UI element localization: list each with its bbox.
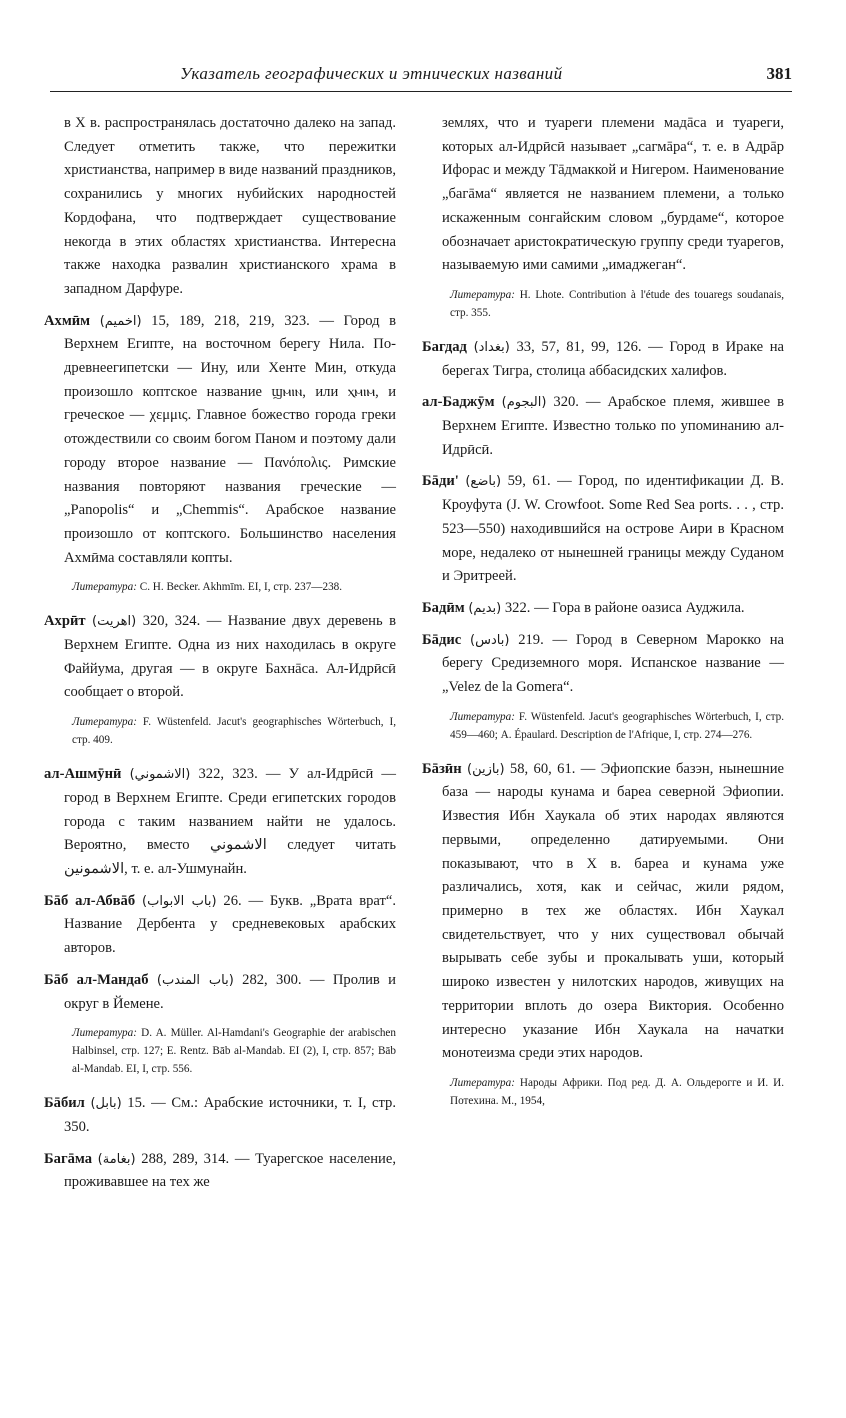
entry-text: 320, 324. — Название двух деревень в Верхнем Египте. Одна из них находилась в округе Файйума, другая — в округе Бахнāса. Ал-Идрӣсӣ сообщает о второй.	[64, 613, 396, 701]
literature-label: Литература:	[72, 716, 137, 729]
gazetteer-entry	[422, 597, 784, 621]
literature-note	[44, 578, 396, 596]
literature-text: Народы Африки. Под ред. Д. А. Ольдерогге и И. И. Потехина. М., 1954,	[450, 1076, 784, 1107]
gazetteer-entry	[422, 336, 784, 383]
entry-text: 59, 61. — Город, по идентификации Д. В. Кроуфута (J. W. Crowfoot. Some Red Sea ports. . . , стр. 523—550) находившийся на острове Аири в Красном море, недалеко от нынешней границы между Суданом и Эритреей.	[442, 473, 784, 585]
entry-text: 33, 57, 81, 99, 126. — Город в Ираке на берегах Тигра, столица аббасидских халифов.	[442, 338, 785, 379]
literature-note	[44, 1024, 396, 1078]
literature-label: Литература:	[72, 581, 137, 594]
left-column	[44, 112, 396, 1203]
gazetteer-entry	[422, 629, 784, 700]
entry-arabic-name: (بديم)	[468, 600, 502, 616]
literature-note	[44, 713, 396, 749]
entry-arabic-name: (باضع)	[465, 474, 502, 490]
entry-continuation	[44, 112, 396, 302]
entry-text: 58, 60, 61. — Эфиопские базэн, нынешние база — народы кунама и бареа северной Эфиопии. Известия Ибн Хаукала об этих народах являются первыми, определенно датируемыми. Они показывают, что в X в. бареа и кунама уже различались, хотя, как и сейчас, жили рядом, примерно в тех же областях. Ибн Хаукал свидетельствует, что у них существовал обычай вырывать себе зубы и прокалывать уши, который широко известен у нилотских народов, живущих на территории вплоть до озера Виктория. Особенно интересно указание Ибн Хаукала на начатки монотеизма среди этих народов.	[442, 760, 784, 1062]
gazetteer-entry	[422, 391, 784, 462]
entry-headword: Бāзӣн	[422, 760, 462, 777]
gazetteer-entry	[44, 1148, 396, 1195]
entry-text: 320. — Арабское племя, жившее в Верхнем Египте. Известно только по упоминанию ал-Идрӣсӣ.	[442, 394, 784, 458]
literature-label: Литература:	[450, 1076, 515, 1089]
literature-note	[422, 708, 784, 744]
literature-text: D. A. Müller. Al-Hamdani's Geographie der arabischen Halbinsel, стр. 127; E. Rentz. Bāb al-Mandab. EI (2), I, стр. 857; Bāb al-Mandab. EI, I, стр. 556.	[72, 1027, 396, 1076]
entry-text: 26. — Букв. „Врата врат“. Название Дербента у средневековых арабских авторов.	[64, 892, 396, 957]
page-number: 381	[766, 64, 792, 83]
entry-arabic-name: (البجوم)	[501, 395, 547, 411]
entry-headword: Ахрӣт	[44, 613, 86, 630]
entry-arabic-name: (بغداد)	[473, 339, 510, 355]
entry-continuation	[422, 112, 784, 278]
gazetteer-entry	[44, 610, 396, 705]
entry-arabic-name: (اخميم)	[99, 313, 142, 329]
entry-arabic-name: (باب المندب)	[156, 972, 234, 988]
header-rule	[50, 91, 792, 92]
right-column	[422, 112, 784, 1124]
gazetteer-entry	[44, 763, 396, 882]
entry-headword: Багāма	[44, 1150, 93, 1167]
entry-headword: Бадӣм	[422, 599, 465, 616]
entry-text: 15. — См.: Арабские источники, т. I, стр. 350.	[64, 1095, 396, 1135]
entry-headword: ал-Ашмӯнӣ	[44, 766, 122, 783]
gazetteer-entry	[44, 1092, 396, 1139]
entry-arabic-name: (بادس)	[470, 632, 510, 648]
running-title: Указатель географических и этнических названий	[180, 64, 563, 83]
entry-text: 322, 323. — У ал-Идрӣсӣ — город в Верхнем Египте. Среди египетских городов города с таким названием найти не удалось. Вероятно, вместо الاشموني следует читать الاشمونين, т. е. ал-Ушмунайн.	[64, 766, 397, 877]
entry-arabic-name: (بابل)	[90, 1096, 122, 1112]
entry-text: 322. — Гора в районе оазиса Ауджила.	[504, 599, 745, 616]
entry-headword: Багдад	[422, 338, 467, 355]
entry-text: 288, 289, 314. — Туарегское население, проживавшее на тех же	[64, 1150, 396, 1191]
entry-headword: Бāди'	[422, 473, 459, 490]
gazetteer-entry	[44, 890, 396, 961]
entry-arabic-name: (بازين)	[467, 761, 505, 777]
entry-arabic-name: (باب الابواب)	[142, 893, 217, 909]
literature-label: Литература:	[450, 710, 515, 723]
entry-headword: Ахмӣм	[44, 312, 91, 329]
literature-text: H. Lhote. Contribution à l'étude des touaregs soudanais, стр. 355.	[450, 288, 785, 319]
entry-headword: ал-Баджӯм	[422, 394, 495, 411]
gazetteer-entry	[422, 758, 784, 1066]
literature-text: F. Wüstenfeld. Jacut's geographisches Wörterbuch, I, стр. 459—460; A. Épaulard. Description de l'Afrique, I, стр. 274—276.	[450, 710, 785, 741]
literature-text: F. Wüstenfeld. Jacut's geographisches Wörterbuch, I, стр. 409.	[72, 716, 396, 747]
literature-note	[422, 1074, 784, 1110]
entry-headword: Бāб ал-Мандаб	[44, 971, 149, 988]
entry-text: 282, 300. — Пролив и округ в Йемене.	[64, 971, 396, 1012]
entry-arabic-name: (الاشموني)	[129, 767, 191, 783]
literature-label: Литература:	[450, 288, 515, 301]
entry-text: 219. — Город в Северном Марокко на берегу Средиземного моря. Испанское название — „Velez de la Gomera“.	[442, 631, 784, 696]
literature-label: Литература:	[72, 1027, 137, 1040]
entry-text: в X в. распространялась достаточно далеко на запад. Следует отметить также, что пережитки христианства, например в виде названий праздников, сохранились у многих нубийских народностей Кордофана, что подтверждает существование некогда в этих областях христианства. Интересна также находка развалин христианского храма в западном Дарфуре.	[64, 115, 396, 297]
entry-headword: Бāб ал-Абвāб	[44, 892, 136, 909]
literature-note	[422, 286, 784, 322]
entry-arabic-name: (اهريت)	[92, 614, 137, 630]
gazetteer-entry	[422, 470, 784, 589]
entry-headword: Бāбил	[44, 1095, 85, 1112]
entry-text: 15, 189, 218, 219, 323. — Город в Верхнем Египте, на восточном берегу Нила. По-древнеегипетски — Ину, или Хенте Мин, откуда произошло коптское название ϣⲙⲓⲛ, или ⲭⲙⲓⲙ, и греческое — χεμμις. Главное божество города греки отождествили со своим богом Паном и поэтому дали городу второе название — Πανόπολις. Римские названия повторяют названия греческие — „Panopolis“ и „Chemmis“. Арабское название произошло от коптского. Большинство населения Ахмӣма составляли копты.	[64, 312, 396, 566]
entry-text: землях, что и туареги племени мадāса и туареги, которых ал-Идрӣсӣ называет „сагмāра“, т. е. в Адрāр Ифорас и между Тāдмаккой и Нигером. Наименование „багāма“ является не названием племени, а только искаженным сонгайским словом „бурдаме“, которое обозначает аристократическую группу среди туарегов, называемую ими самими „имаджеган“.	[442, 115, 784, 274]
entry-arabic-name: (بغامة)	[97, 1151, 136, 1167]
entry-headword: Бāдис	[422, 631, 462, 648]
literature-text: C. H. Becker. Akhmīm. EI, I, стр. 237—238.	[139, 581, 343, 594]
running-header	[50, 64, 792, 94]
gazetteer-entry	[44, 969, 396, 1016]
gazetteer-entry	[44, 310, 396, 571]
